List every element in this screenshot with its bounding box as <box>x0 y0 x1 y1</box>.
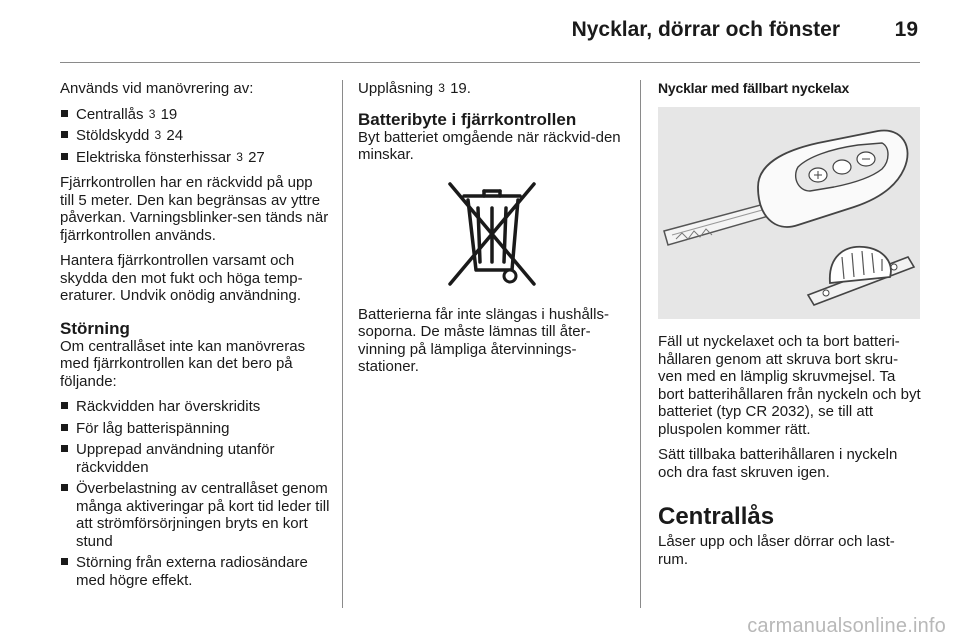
column-divider-left <box>342 80 343 608</box>
bullet-icon <box>61 153 68 160</box>
fault-list <box>60 398 330 589</box>
bullet-icon <box>61 110 68 117</box>
folding-instructions: Fäll ut nyckelaxet och ta bort batteri-hållaren genom att skruva bort skru-ven med en lämplig skruvmejsel. Ta bort batterihållaren från nyckeln och byt batteriet (typ CR 2032), se till att pluspolen kommer rätt. <box>658 333 921 438</box>
list-item: Överbelastning av centrallåset genom många aktiveringar på kort tid leder till att strömförsörjningen bryts en kort stund <box>60 480 330 550</box>
crossed-out-wheelie-bin-icon <box>432 178 552 290</box>
folding-key-figure <box>658 107 920 319</box>
uses-list <box>60 106 330 167</box>
crossed-bin-figure <box>358 178 626 290</box>
reassembly-instructions: Sätt tillbaka batterihållaren i nyckeln och dra fast skruven igen. <box>658 446 898 481</box>
watermark-text: carmanualsonline.info <box>747 615 946 637</box>
page-title: Nycklar, dörrar och fönster <box>571 18 840 41</box>
page-ref[interactable]: 27 <box>248 148 265 166</box>
central-lock-text: Låser upp och låser dörrar och last-rum. <box>658 533 895 568</box>
folding-key-illustration <box>658 107 920 319</box>
list-item: Räckvidden har överskridits <box>60 398 330 416</box>
fault-intro: Om centrallåset inte kan manövreras med fjärrkontrollen kan det bero på följande: <box>60 337 306 390</box>
page-ref[interactable]: 19 <box>160 105 178 123</box>
page-ref-icon: 3 <box>154 128 162 142</box>
page-ref-icon: 3 <box>148 106 156 121</box>
page-ref-icon: 3 <box>236 149 243 164</box>
column-right <box>658 80 922 576</box>
key-blade <box>664 203 772 245</box>
bullet-icon <box>61 402 68 409</box>
column-middle <box>358 80 626 384</box>
range-paragraph: Fjärrkontrollen har en räckvidd på upp till 5 meter. Den kan begränsas av yttre påverkan. Varningsblinker-sen tänds när fjärrkontrollen används. <box>60 174 329 244</box>
bullet-icon <box>61 484 68 491</box>
page-ref[interactable]: 24 <box>166 127 184 144</box>
list-item: För låg batterispänning <box>60 420 330 438</box>
list-item: Stöldskydd 3 24 <box>60 127 330 145</box>
list-item: Centrallås 3 19 <box>60 106 330 124</box>
unlock-reference: Upplåsning 3 19. <box>358 80 471 97</box>
page-ref[interactable]: 19. <box>450 80 471 97</box>
bullet-icon <box>61 424 68 431</box>
disposal-paragraph: Batterierna får inte slängas i hushålls-soporna. De måste lämnas till åter-vinning på lämpliga återvinnings-stationer. <box>358 305 609 375</box>
central-lock-heading: Centrallås <box>658 503 775 530</box>
page-ref-icon: 3 <box>438 81 445 95</box>
page-number: 19 <box>894 18 918 41</box>
fault-heading: Störning <box>60 318 130 338</box>
column-divider-right <box>640 80 641 608</box>
list-item: Elektriska fönsterhissar 3 27 <box>60 149 330 167</box>
folding-key-heading: Nycklar med fällbart nyckelax <box>658 80 850 96</box>
care-paragraph: Hantera fjärrkontrollen varsamt och skydda den mot fukt och höga temp-eraturer. Undvik onödig användning. <box>60 252 303 304</box>
battery-heading: Batteribyte i fjärrkontrollen <box>358 109 577 129</box>
bullet-icon <box>61 558 68 565</box>
column-left <box>60 80 330 597</box>
battery-holder <box>808 247 914 305</box>
list-item: Störning från externa radiosändare med högre effekt. <box>60 554 330 589</box>
key-fob-body <box>758 130 908 226</box>
page-header <box>60 0 920 63</box>
battery-intro: Byt batteriet omgående när räckvid-den minskar. <box>358 128 621 163</box>
uses-intro: Används vid manövrering av: <box>60 80 254 97</box>
bullet-icon <box>61 131 68 138</box>
list-item: Upprepad användning utanför räckvidden <box>60 441 330 476</box>
bullet-icon <box>61 445 68 452</box>
